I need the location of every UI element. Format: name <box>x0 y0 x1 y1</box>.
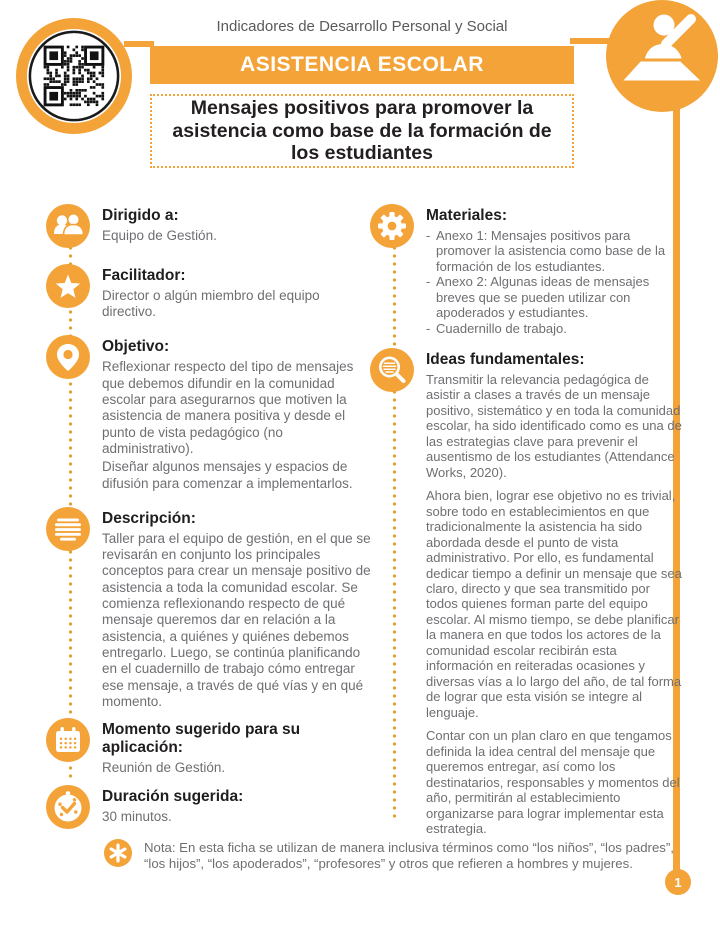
footer-note <box>104 839 680 872</box>
asterisk-icon <box>104 839 132 867</box>
section-text: Contar con un plan claro en que tengamos definida la idea central del mensaje que queremos entregar, así como los destinatarios, responsables y momentos del año, permitirán al establecimiento organizarse para lograr implementar esta estrategia. <box>426 728 680 837</box>
section-text: Reflexionar respecto del tipo de mensajes que debemos difundir en la comunidad escolar para asegurarnos que motiven la asistencia de manera positiva y desde el punto de vista pedagógico (no administrativo). <box>102 359 354 456</box>
section-heading: Descripción: <box>102 509 196 527</box>
section-heading: Dirigido a: <box>102 207 179 224</box>
section-heading: Duración sugerida: <box>102 788 244 806</box>
section-text: Reunión de Gestión. <box>102 759 226 775</box>
map-pin-icon <box>46 335 90 379</box>
section-text: Equipo de Gestión. <box>102 227 217 243</box>
text-lines-icon <box>46 507 90 551</box>
section-materiales <box>370 204 682 336</box>
section-ideas-fundamentales <box>370 348 682 836</box>
banner-label: ASISTENCIA ESCOLAR <box>240 53 484 76</box>
student-raising-hand-icon <box>606 0 718 112</box>
clock-icon <box>46 785 90 829</box>
section-objetivo <box>46 335 372 493</box>
section-descripcion <box>46 507 372 712</box>
right-column <box>370 204 682 837</box>
page-number: 1 <box>665 869 691 895</box>
section-dirigido-a <box>46 204 372 248</box>
magnifier-icon <box>370 348 414 392</box>
section-heading: Objetivo: <box>102 338 170 356</box>
gear-icon <box>370 204 414 248</box>
people-icon <box>46 204 90 248</box>
section-duracion <box>46 785 372 829</box>
list-item: - Cuadernillo de trabajo. <box>426 321 682 336</box>
calendar-icon <box>46 718 90 762</box>
section-facilitador <box>46 264 372 322</box>
list-item: - Anexo 2: Algunas ideas de mensajes breves que se pueden utilizar con apoderados y estudiantes. <box>426 274 682 320</box>
section-text: Ahora bien, lograr ese objetivo no es trivial, sobre todo en establecimientos en que tradicionalmente la asistencia ha sido abordada desde el punto de vista administrativo. Por ello, es fundamental dedicar tiempo a definir un mensaje que sea claro, directo y que sea transmitido por todos quienes forman parte del equipo escolar. Al mismo tiempo, se debe planificar la manera en que todos los actores de la comunidad escolar recibirán esta información en reiteradas ocasiones y diversas vías a lo largo del año, de tal forma de lograr que esta visión se integre al lenguaje. <box>426 488 682 720</box>
section-text: Director o algún miembro del equipo directivo. <box>102 287 320 320</box>
kicker-text: Indicadores de Desarrollo Personal y Social <box>216 18 508 35</box>
qr-code <box>16 18 132 134</box>
banner <box>150 46 574 84</box>
section-text: Taller para el equipo de gestión, en el que se revisarán en conjunto los principales conceptos para crear un mensaje positivo de asistencia a toda la comunidad escolar. Se comienza reflexionando respecto de qué mensaje queremos dar en relación a la asistencia, a quiénes y quiénes debemos entregarlo. Luego, se continúa planificando en el cuadernillo de trabajo cómo entregar ese mensaje, a través de qué vías y en qué momento. <box>102 530 371 709</box>
left-column <box>46 204 372 829</box>
section-text: Diseñar algunos mensajes y espacios de difusión para comenzar a implementarlos. <box>102 459 353 491</box>
materials-list <box>426 228 682 336</box>
page-title: Mensajes positivos para promover la asistencia como base de la formación de los estudiantes <box>150 94 574 168</box>
section-heading: Ideas fundamentales: <box>426 351 585 369</box>
section-momento <box>46 718 372 778</box>
section-heading: Momento sugerido para su aplicación: <box>102 721 301 757</box>
section-heading: Materiales: <box>426 207 507 224</box>
section-text: 30 minutos. <box>102 809 172 825</box>
list-item: - Anexo 1: Mensajes positivos para promover la asistencia como base de la formación de los estudiantes. <box>426 228 682 274</box>
star-icon <box>46 264 90 308</box>
section-heading: Facilitador: <box>102 267 186 284</box>
note-text: Nota: En esta ficha se utilizan de manera inclusiva términos como “los niños”, “los padres”, “los hijos”, “los apoderados”, “profesores” y otros que refieren a hombres y mujeres. <box>144 840 674 872</box>
section-text: Transmitir la relevancia pedagógica de asistir a clases a través de un mensaje positivo, sistemático y en toda la comunidad escolar, ha sido identificado como es una de las estrategias clave para prevenir el ausentismo de los estudiantes (Attendance Works, 2020). <box>426 371 682 480</box>
